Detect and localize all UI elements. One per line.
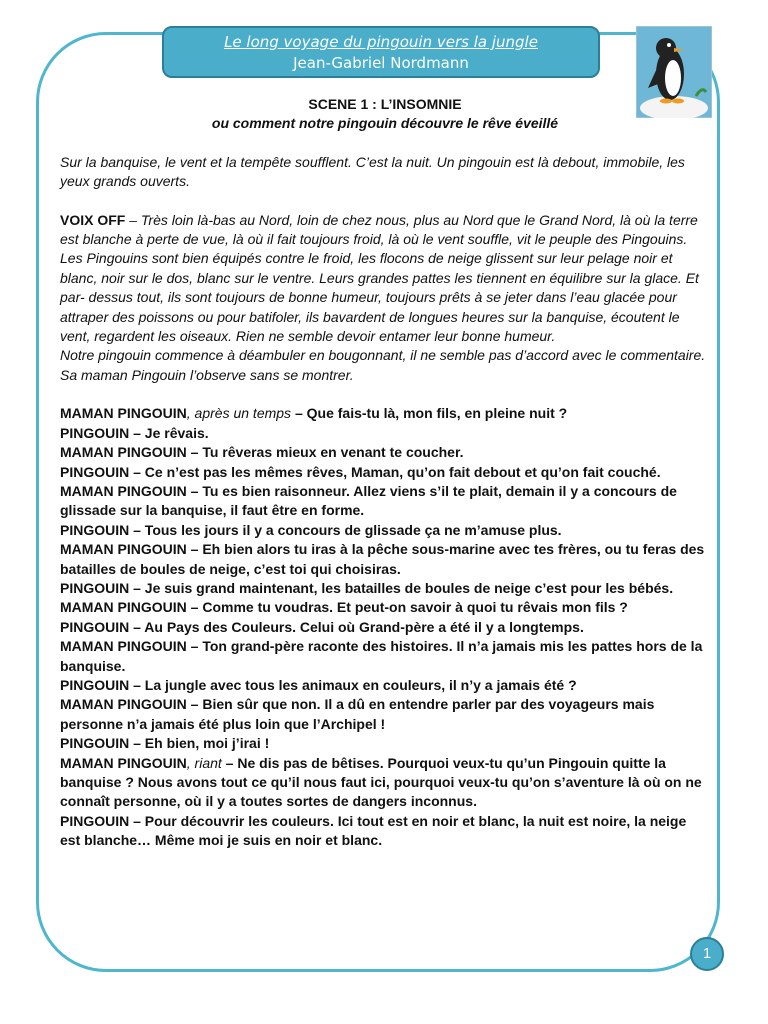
dialogue-line <box>60 521 710 540</box>
dialogue-speaker: PINGOUIN <box>60 812 130 829</box>
dialogue-line <box>60 482 710 521</box>
title-banner <box>162 26 600 78</box>
dialogue-text: – Tous les jours il y a concours de glissade ça ne m’amuse plus. <box>129 521 562 538</box>
dialogue-line <box>60 404 710 423</box>
dialogue-line <box>60 754 710 812</box>
voix-off-text: – Très loin là-bas au Nord, loin de chez nous, plus au Nord que le Grand Nord, là où la terre est blanche à perte de vue, là où il fait toujours froid, là où le vent souffle, vit le peuple des Pingouins. Les Pingouins sont bien équipés contre le froid, les flocons de neige glissent sur leur pelage noir et blanc, noir sur le dos, blanc sur le ventre. Leurs grandes pattes les tiennent en équilibre sur la glace. Et par- dessus tout, ils sont toujours de bonne humeur, toujours prêts à se jeter dans l’eau glacée pour attraper des poissons ou pour batifoler, ils bavardent de longues heures sur la banquise, écoutent le vent, regardent les oiseaux. Rien ne semble devoir entamer leur bonne humeur. <box>60 211 699 345</box>
voix-off-speaker: VOIX OFF <box>60 211 126 228</box>
dialogue-line <box>60 676 710 695</box>
dialogue-speaker: PINGOUIN <box>60 463 130 480</box>
play-title: Le long voyage du pingouin vers la jungle <box>224 33 538 51</box>
intro-paragraph: Sur la banquise, le vent et la tempête soufflent. C’est la nuit. Un pingouin est là debout, immobile, les yeux grands ouverts. <box>60 153 685 190</box>
dialogue-list <box>60 404 710 850</box>
dialogue-line <box>60 424 710 443</box>
dialogue-text: – Au Pays des Couleurs. Celui où Grand-père a été il y a longtemps. <box>129 618 584 635</box>
dialogue-text: – Eh bien alors tu iras à la pêche sous-marine avec tes frères, ou tu feras des batailles de boules de neige, c’est toi qui choisiras. <box>60 541 705 577</box>
voix-off-followup: Notre pingouin commence à déambuler en bougonnant, il ne semble pas d’accord avec le commentaire. Sa maman Pingouin l’observe sans se montrer. <box>60 347 706 383</box>
dialogue-line <box>60 443 710 462</box>
stage-direction: , après un temps <box>186 405 292 422</box>
script-content <box>60 95 710 851</box>
dialogue-line <box>60 618 710 637</box>
dialogue-speaker: MAMAN PINGOUIN <box>60 444 187 461</box>
dialogue-text: – Ce n’est pas les mêmes rêves, Maman, qu’on fait debout et qu’on fait couché. <box>129 463 661 480</box>
scene-title: SCENE 1 : L’INSOMNIE <box>308 96 462 112</box>
dialogue-line <box>60 463 710 482</box>
dialogue-speaker: MAMAN PINGOUIN <box>60 754 187 771</box>
dialogue-text: – Comme tu voudras. Et peut-on savoir à quoi tu rêvais mon fils ? <box>186 599 628 616</box>
dialogue-text: – Tu es bien raisonneur. Allez viens s’il te plait, demain il y a concours de glissade sur la banquise, il faut être en forme. <box>60 482 677 519</box>
dialogue-text: – Pour découvrir les couleurs. Ici tout est en noir et blanc, la nuit est noire, la neige est blanche… Même moi je suis en noir et blanc. <box>60 812 687 849</box>
dialogue-text: – Je rêvais. <box>129 424 209 441</box>
play-author: Jean-Gabriel Nordmann <box>293 54 469 72</box>
dialogue-text: – Ne dis pas de bêtises. Pourquoi veux-tu qu’un Pingouin quitte la banquise ? Nous avons tout ce qu’il nous faut ici, pourquoi veux-tu qu’on s’aventure là où on ne connaît personne, où il y a toutes sortes de dangers inconnus. <box>60 754 702 810</box>
scene-subtitle: ou comment notre pingouin découvre le rêve éveillé <box>211 115 559 132</box>
dialogue-line <box>60 540 710 579</box>
dialogue-speaker: MAMAN PINGOUIN <box>60 482 187 499</box>
dialogue-speaker: PINGOUIN <box>60 424 130 441</box>
voix-off-paragraph <box>60 211 710 347</box>
dialogue-line <box>60 812 710 851</box>
dialogue-speaker: PINGOUIN <box>60 735 130 752</box>
dialogue-speaker: MAMAN PINGOUIN <box>60 405 187 422</box>
page-number-badge: 1 <box>690 937 724 971</box>
dialogue-text: – Je suis grand maintenant, les batailles de boules de neige c’est pour les bébés. <box>129 579 674 596</box>
dialogue-line <box>60 695 710 734</box>
dialogue-line <box>60 598 710 617</box>
dialogue-speaker: PINGOUIN <box>60 676 130 693</box>
dialogue-speaker: MAMAN PINGOUIN <box>60 638 187 655</box>
stage-direction: , riant <box>186 754 222 771</box>
dialogue-speaker: PINGOUIN <box>60 579 130 596</box>
dialogue-text: – Tu rêveras mieux en venant te coucher. <box>186 444 464 461</box>
dialogue-text: – Bien sûr que non. Il a dû en entendre parler par des voyageurs mais personne n’a jamais été plus loin que l’Archipel ! <box>60 696 655 732</box>
dialogue-speaker: PINGOUIN <box>60 521 130 538</box>
dialogue-text: – Eh bien, moi j’irai ! <box>129 735 270 752</box>
dialogue-speaker: MAMAN PINGOUIN <box>60 541 187 558</box>
dialogue-speaker: PINGOUIN <box>60 618 130 635</box>
dialogue-line <box>60 579 710 598</box>
dialogue-line <box>60 637 710 676</box>
dialogue-speaker: MAMAN PINGOUIN <box>60 599 187 616</box>
dialogue-text: – Que fais-tu là, mon fils, en pleine nuit ? <box>291 405 568 422</box>
dialogue-line <box>60 734 710 753</box>
dialogue-speaker: MAMAN PINGOUIN <box>60 696 187 713</box>
dialogue-text: – La jungle avec tous les animaux en couleurs, il n’y a jamais été ? <box>129 676 577 693</box>
dialogue-text: – Ton grand-père raconte des histoires. Il n’a jamais mis les pattes hors de la banquise. <box>60 638 703 674</box>
